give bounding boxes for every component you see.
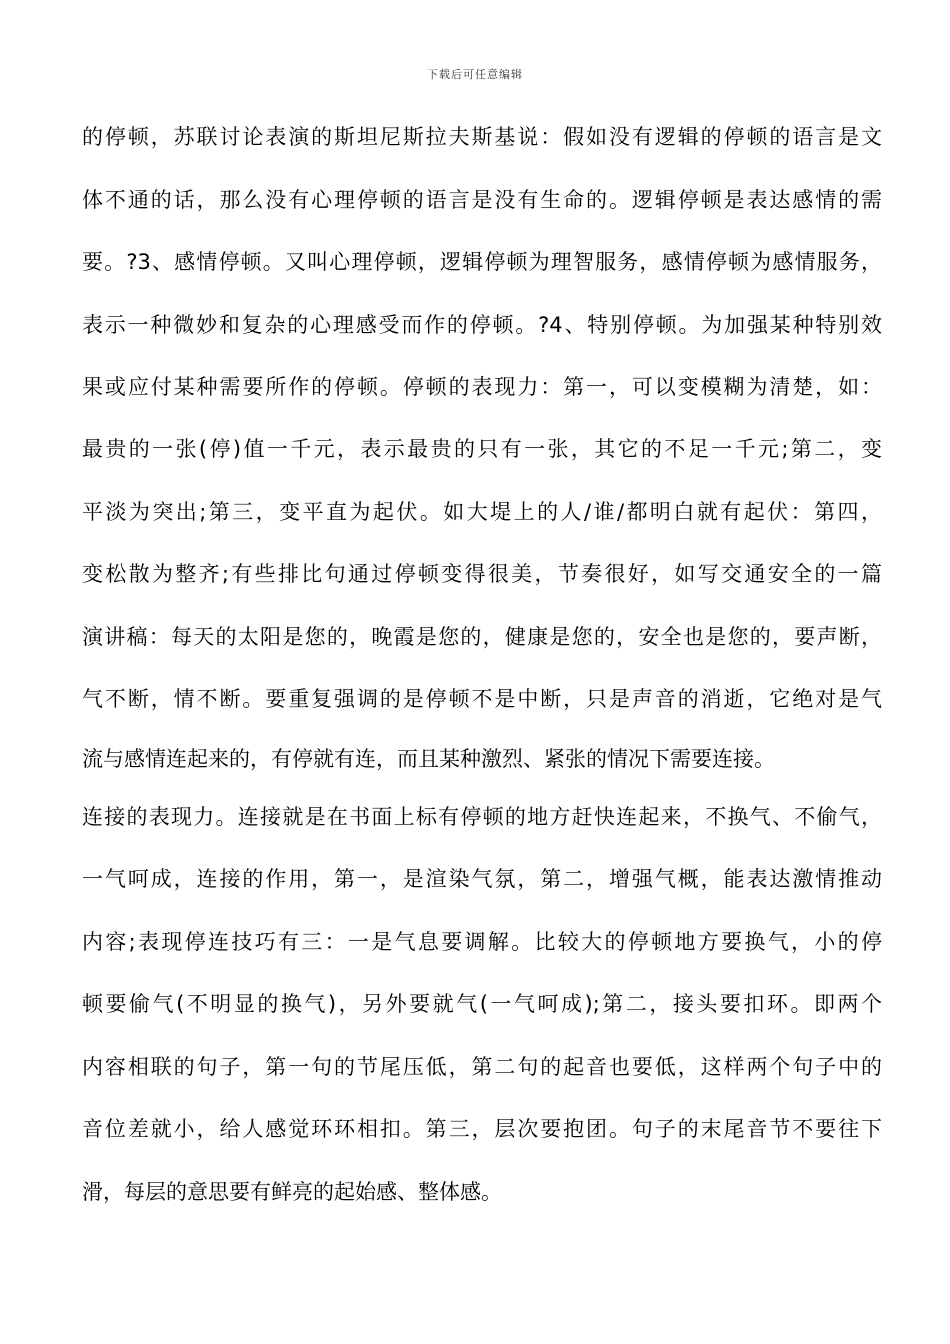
text-line: 音位差就小，给人感觉环环相扣。第三，层次要抱团。句子的末尾音节不要往下 xyxy=(82,1117,882,1141)
text-line: 果或应付某种需要所作的停顿。停顿的表现力：第一，可以变模糊为清楚，如： xyxy=(82,375,882,399)
text-line: 内容;表现停连技巧有三：一是气息要调解。比较大的停顿地方要换气，小的停 xyxy=(82,930,882,954)
page-header: 下载后可任意编辑 xyxy=(427,68,523,81)
text-line: 平淡为突出;第三，变平直为起伏。如大堤上的人/谁/都明白就有起伏：第四， xyxy=(82,500,882,524)
text-line: 表示一种微妙和复杂的心理感受而作的停顿。?4、特别停顿。为加强某种特别效 xyxy=(82,313,882,337)
text-line: 体不通的话，那么没有心理停顿的语言是没有生命的。逻辑停顿是表达感情的需 xyxy=(82,188,882,212)
text-line: 最贵的一张(停)值一千元，表示最贵的只有一张，其它的不足一千元;第二，变 xyxy=(82,437,882,461)
text-line: 流与感情连起来的，有停就有连，而且某种激烈、紧张的情况下需要连接。 xyxy=(82,747,775,771)
text-line: 顿要偷气(不明显的换气)，另外要就气(一气呵成);第二，接头要扣环。即两个 xyxy=(82,992,882,1016)
text-line: 连接的表现力。连接就是在书面上标有停顿的地方赶快连起来，不换气、不偷气， xyxy=(82,805,882,829)
text-line: 变松散为整齐;有些排比句通过停顿变得很美，节奏很好，如写交通安全的一篇 xyxy=(82,562,882,586)
text-line: 一气呵成，连接的作用，第一，是渲染气氛，第二，增强气概，能表达激情推动 xyxy=(82,867,882,891)
text-line: 的停顿，苏联讨论表演的斯坦尼斯拉夫斯基说：假如没有逻辑的停顿的语言是文 xyxy=(82,125,882,149)
text-line: 气不断，情不断。要重复强调的是停顿不是中断，只是声音的消逝，它绝对是气 xyxy=(82,687,882,711)
text-line: 演讲稿：每天的太阳是您的，晚霞是您的，健康是您的，安全也是您的，要声断， xyxy=(82,625,882,649)
text-line: 内容相联的句子，第一句的节尾压低，第二句的起音也要低，这样两个句子中的 xyxy=(82,1055,882,1079)
text-line: 要。?3、感情停顿。又叫心理停顿，逻辑停顿为理智服务，感情停顿为感情服务， xyxy=(82,250,882,274)
text-line: 滑，每层的意思要有鲜亮的起始感、整体感。 xyxy=(82,1180,502,1204)
